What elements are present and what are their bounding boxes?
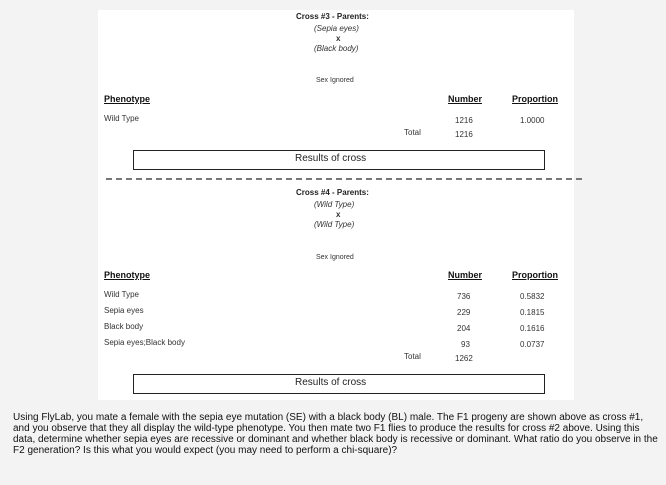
cross4-row-number: 229 <box>457 308 471 317</box>
question-text: Using FlyLab, you mate a female with the sepia eye mutation (SE) with a black body (BL) male. The F1 progeny are shown above as cross #1, and you observe that they all display the wild-type phenotype. You then mate two F1 flies to produce the results for cross #2 above. Using this data, determine whether sepia eyes are recessive or dominant and whether black body is recessive or dominant. What ratio do you observe in the F2 generation? Is this what you would expect (you may need to perform a chi-square)? <box>13 412 658 456</box>
cross3-parent1: (Sepia eyes) <box>314 24 359 33</box>
cross4-header-number: Number <box>448 270 483 280</box>
cross4-row-number: 204 <box>457 324 471 333</box>
section-divider <box>106 178 582 180</box>
cross4-row-proportion: 0.5832 <box>520 292 545 301</box>
cross4-row-proportion: 0.1815 <box>520 308 545 317</box>
cross4-total-value: 1262 <box>455 354 473 363</box>
cross3-results-button[interactable]: Results of cross <box>133 150 545 170</box>
cross3-header-proportion: Proportion <box>512 94 558 104</box>
cross4-x: x <box>336 210 341 219</box>
cross4-title: Cross #4 - Parents: <box>296 188 369 197</box>
cross4-row-phenotype: Sepia eyes;Black body <box>104 338 185 347</box>
cross4-row-number: 93 <box>461 340 470 349</box>
cross4-header-proportion: Proportion <box>512 270 558 280</box>
cross4-total-label: Total <box>404 352 421 361</box>
cross3-total-label: Total <box>404 128 421 137</box>
cross4-row-proportion: 0.1616 <box>520 324 545 333</box>
cross4-parent2: (Wild Type) <box>314 220 355 229</box>
cross3-total-value: 1216 <box>455 130 473 139</box>
cross4-row-phenotype: Black body <box>104 322 144 331</box>
cross4-results-button[interactable]: Results of cross <box>133 374 545 394</box>
cross4-header-phenotype: Phenotype <box>104 270 151 280</box>
cross4-row-proportion: 0.0737 <box>520 340 545 349</box>
cross3-row-number: 1216 <box>455 116 473 125</box>
cross4-row-number: 736 <box>457 292 471 301</box>
cross4-row-phenotype: Sepia eyes <box>104 306 144 315</box>
cross4-sex-note: Sex Ignored <box>316 254 354 261</box>
cross3-header-phenotype: Phenotype <box>104 94 151 104</box>
cross3-header-number: Number <box>448 94 483 104</box>
cross3-sex-note: Sex Ignored <box>316 77 354 84</box>
cross3-x: x <box>336 34 341 43</box>
cross3-title: Cross #3 - Parents: <box>296 12 369 21</box>
cross3-row-phenotype: Wild Type <box>104 114 139 123</box>
cross3-parent2: (Black body) <box>314 44 359 53</box>
cross4-parent1: (Wild Type) <box>314 200 355 209</box>
cross4-row-phenotype: Wild Type <box>104 290 139 299</box>
cross3-row-proportion: 1.0000 <box>520 116 545 125</box>
